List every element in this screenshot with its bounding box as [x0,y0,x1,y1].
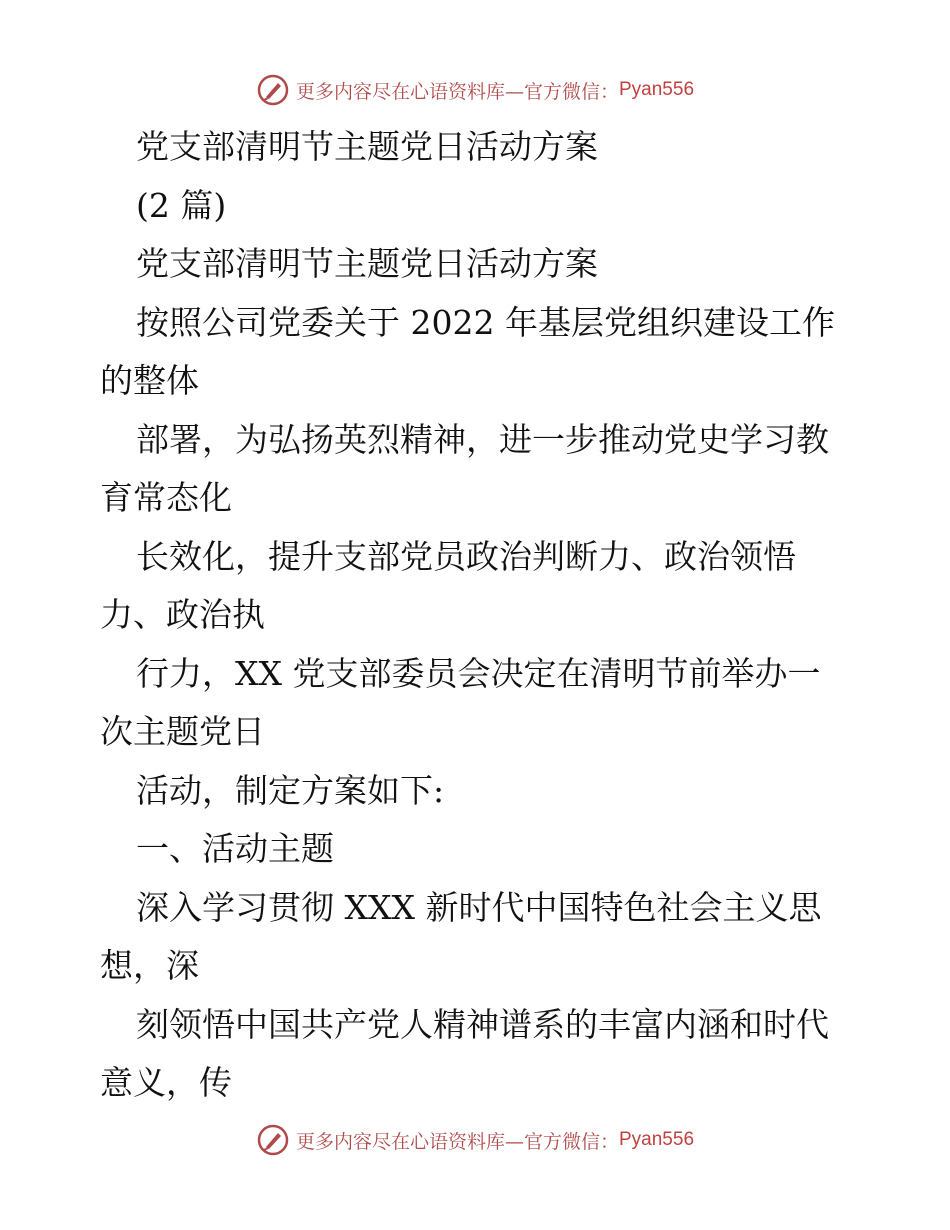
header-wechat-id: Pyan556 [619,79,695,100]
doc-line: 刻领悟中国共产党人精神谱系的丰富内涵和时代 [136,1004,829,1044]
header-banner [0,70,950,110]
header-banner-text: 更多内容尽在心语资料库—官方微信： [295,80,619,103]
doc-line: 活动，制定方案如下: [136,770,445,810]
doc-line: 长效化，提升支部党员政治判断力、政治领悟 [136,536,796,576]
footer-wechat-id: Pyan556 [619,1129,695,1150]
doc-line: 按照公司党委关于 2022 年基层党组织建设工作 [136,302,835,342]
doc-line: 深入学习贯彻 XXX 新时代中国特色社会主义思 [136,887,822,927]
doc-line: 行力，XX 党支部委员会决定在清明节前举办一 [136,653,821,693]
document-body [0,118,950,1113]
doc-line: 想，深 [100,946,199,985]
doc-line: 育常态化 [100,478,232,517]
quill-pen-logo-icon [256,73,290,107]
doc-heading: 党支部清明节主题党日活动方案 [136,244,598,283]
doc-line: 力、政治执 [100,595,265,634]
doc-line: 的整体 [100,361,199,400]
quill-pen-logo-icon [256,1123,290,1157]
doc-subtitle: (2 篇) [136,185,227,225]
doc-title: 党支部清明节主题党日活动方案 [136,127,598,166]
doc-line: 次主题党日 [100,712,265,751]
doc-section-heading: 一、活动主题 [136,829,334,868]
footer-banner [0,1120,950,1160]
doc-line: 意义，传 [100,1063,232,1102]
footer-banner-text: 更多内容尽在心语资料库—官方微信： [295,1130,619,1153]
doc-line: 部署，为弘扬英烈精神，进一步推动党史学习教 [136,419,829,459]
